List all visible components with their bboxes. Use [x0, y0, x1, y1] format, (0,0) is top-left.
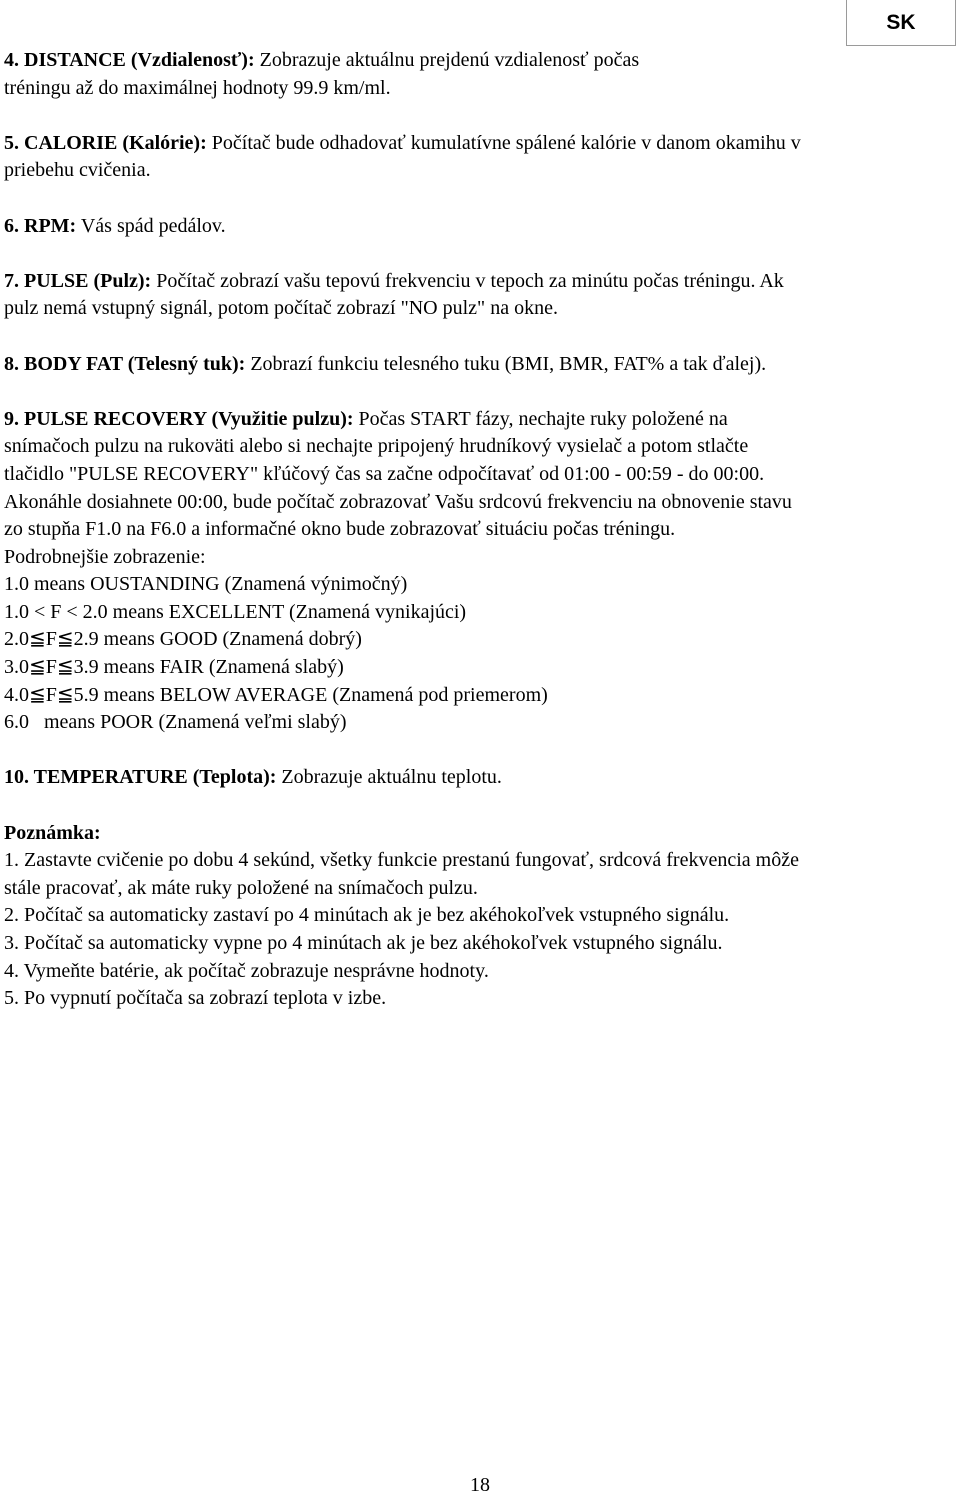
- note-line: stále pracovať, ak máte ruky položené na snímačoch pulzu.: [4, 876, 478, 899]
- item-body-fat-heading: 8. BODY FAT (Telesný tuk):: [4, 352, 246, 375]
- notes-section: [4, 820, 956, 1013]
- item-pulse-recovery-text: Počas START fázy, nechajte ruky položené na: [353, 407, 728, 430]
- item-pulse-recovery-text-3: tlačidlo "PULSE RECOVERY" kľúčový čas sa začne odpočítavať od 01:00 - 00:59 - do 00:00.: [4, 462, 765, 485]
- item-pulse: [4, 268, 956, 323]
- note-line: 1. Zastavte cvičenie po dobu 4 sekúnd, všetky funkcie prestanú fungovať, srdcová frekvencia môže: [4, 849, 799, 872]
- item-pulse-recovery-detail-label: Podrobnejšie zobrazenie:: [4, 545, 206, 568]
- item-distance: [4, 47, 956, 102]
- note-line: 3. Počítač sa automaticky vypne po 4 minútach ak je bez akéhokoľvek vstupného signálu.: [4, 932, 723, 954]
- note-line: 4. Vymeňte batérie, ak počítač zobrazuje nesprávne hodnoty.: [4, 959, 489, 982]
- page-number: 18: [470, 1474, 490, 1496]
- item-temperature-heading: 10. TEMPERATURE (Teplota):: [4, 766, 277, 789]
- item-temperature: [4, 764, 956, 792]
- item-calorie-text: Počítač bude odhadovať kumulatívne spálené kalórie v danom okamihu v: [206, 131, 801, 154]
- item-pulse-recovery: [4, 406, 956, 737]
- language-badge: SK: [846, 0, 956, 46]
- item-pulse-text-2: pulz nemá vstupný signál, potom počítač zobrazí "NO pulz" na okne.: [4, 297, 558, 320]
- item-pulse-recovery-heading: 9. PULSE RECOVERY (Využitie pulzu):: [4, 407, 354, 430]
- rating-fair: 3.0≦F≦3.9 means FAIR (Znamená slabý): [4, 656, 344, 679]
- note-line: 2. Počítač sa automaticky zastaví po 4 minútach ak je bez akéhokoľvek vstupného signálu.: [4, 904, 730, 927]
- item-pulse-recovery-text-4: Akonáhle dosiahnete 00:00, bude počítač zobrazovať Vašu srdcovú frekvenciu na obnovenie stavu: [4, 490, 792, 513]
- item-pulse-text: Počítač zobrazí vašu tepovú frekvenciu v tepoch za minútu počas tréningu. Ak: [151, 269, 784, 292]
- item-pulse-heading: 7. PULSE (Pulz):: [4, 269, 152, 292]
- rating-below-average: 4.0≦F≦5.9 means BELOW AVERAGE (Znamená pod priemerom): [4, 683, 548, 706]
- rating-outstanding: 1.0 means OUSTANDING (Znamená výnimočný): [4, 573, 408, 596]
- rating-poor: 6.0 means POOR (Znamená veľmi slabý): [4, 711, 347, 734]
- item-body-fat-text: Zobrazí funkciu telesného tuku (BMI, BMR, FAT% a tak ďalej).: [245, 352, 767, 375]
- item-distance-text: Zobrazuje aktuálnu prejdenú vzdialenosť počas: [254, 49, 640, 71]
- rating-excellent: 1.0 < F < 2.0 means EXCELLENT (Znamená vynikajúci): [4, 600, 467, 623]
- item-calorie: [4, 130, 956, 185]
- item-distance-text-2: tréningu až do maximálnej hodnoty 99.9 km/ml.: [4, 76, 391, 99]
- notes-title: Poznámka:: [4, 821, 101, 844]
- note-line: 5. Po vypnutí počítača sa zobrazí teplota v izbe.: [4, 987, 387, 1010]
- item-rpm: [4, 213, 956, 241]
- item-body-fat: [4, 351, 956, 379]
- manual-content: [4, 47, 956, 1040]
- item-calorie-text-2: priebehu cvičenia.: [4, 159, 151, 182]
- item-rpm-text: Vás spád pedálov.: [76, 214, 226, 237]
- item-distance-heading: 4. DISTANCE (Vzdialenosť):: [4, 49, 255, 71]
- rating-good: 2.0≦F≦2.9 means GOOD (Znamená dobrý): [4, 628, 362, 651]
- item-temperature-text: Zobrazuje aktuálnu teplotu.: [276, 766, 502, 789]
- item-calorie-heading: 5. CALORIE (Kalórie):: [4, 131, 207, 154]
- item-rpm-heading: 6. RPM:: [4, 214, 77, 237]
- item-pulse-recovery-text-5: zo stupňa F1.0 na F6.0 a informačné okno bude zobrazovať situáciu počas tréningu.: [4, 518, 676, 541]
- item-pulse-recovery-text-2: snímačoch pulzu na rukoväti alebo si nechajte pripojený hrudníkový vysielač a potom stlačte: [4, 435, 749, 458]
